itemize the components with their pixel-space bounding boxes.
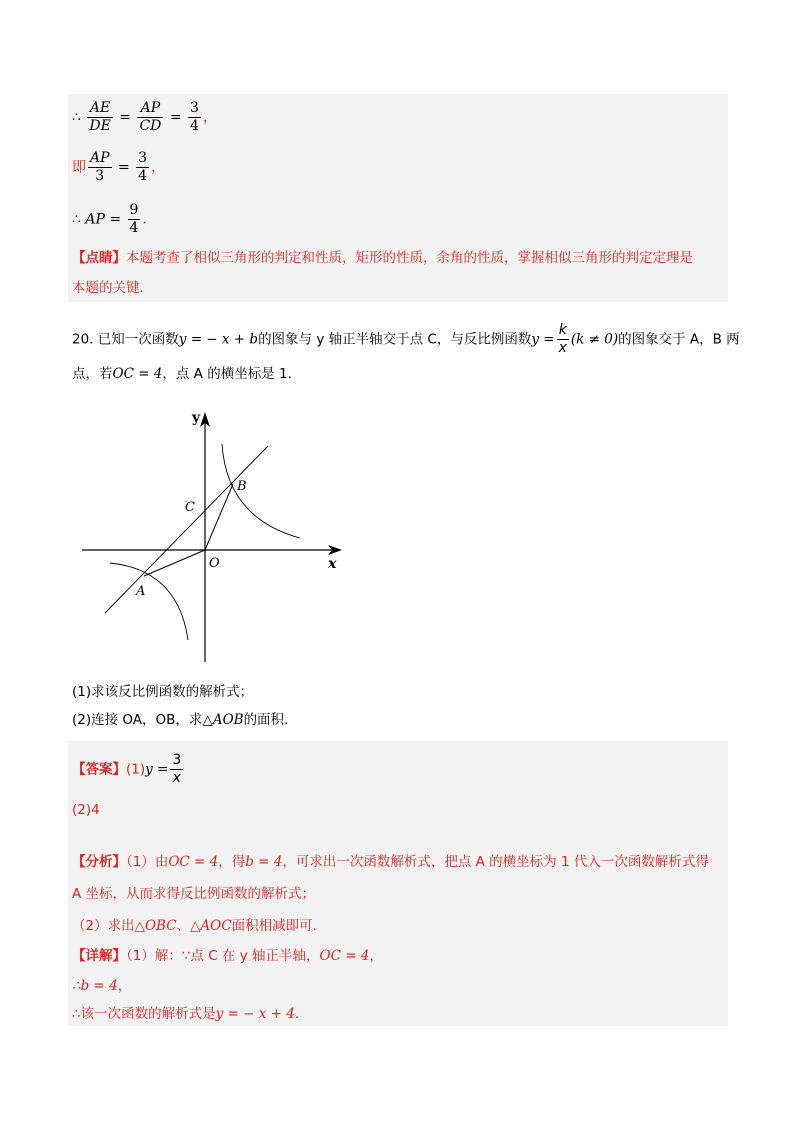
fenxi-text: ，得 [218,854,246,870]
label-a: A [136,584,146,599]
answer-y-equals: y = [145,761,169,778]
question-1: (1)求该反比例函数的解析式； [72,684,254,700]
fraction-numerator: 3 [138,150,148,166]
hyperbola-branch-lower [110,563,188,640]
segment-oa [144,550,205,576]
equation-ap-3 [72,150,165,185]
fraction-numerator: 9 [129,202,139,218]
question-text: (2)连接 OA，OB，求 [72,712,203,728]
problem-20-line-2 [72,364,292,384]
oc-equals-4: OC = 4 [112,366,163,382]
problem-text: 点，若 [72,366,113,382]
xiangjie-text: ∴该一次函数的解析式是 [72,1006,216,1022]
fraction-denominator: CD [139,118,162,134]
answer-part-1: (1) [126,761,146,778]
segment-ob [205,484,233,550]
dianjing-line-1 [72,248,693,268]
ap-equals: AP = [85,211,122,228]
period: ． [142,211,157,228]
fraction-ap-3 [88,150,112,185]
fraction-numerator: AE [87,100,112,118]
equation-ap-result [72,202,156,237]
problem-text: ，点 A 的横坐标是 1. [162,366,292,382]
problem-text: 已知一次函数 [97,331,179,348]
inverse-function-condition: (k ≠ 0) [570,331,619,348]
equation-ratio [72,100,217,135]
fraction-denominator: x [172,770,181,786]
label-y: y [192,410,201,426]
fraction-3-4 [188,100,201,135]
fenxi-line-2: A 坐标，从而求得反比例函数的解析式； [72,886,316,902]
ji-text: 即 [72,159,86,176]
fenxi-text: 、 [176,918,191,934]
comma: ， [151,159,166,176]
fraction-numerator: 3 [190,100,199,116]
problem-text: 的图象与 y 轴正半轴交于点 C，与反比例函数 [258,331,532,348]
oc-equals-4: OC = 4 [319,948,370,964]
comma: ， [202,109,217,126]
function-graph-figure [70,400,360,670]
question-text: 的面积. [243,712,289,728]
fenxi-line-1 [72,852,709,872]
fraction-k-x [557,322,569,357]
xiangjie-text: . [294,1006,300,1022]
label-b: B [237,479,247,494]
xiangjie-text: ， [369,948,383,964]
problem-text: 的图象交于 A，B 两 [618,331,740,348]
fraction-3-x [170,752,183,787]
dianjing-text: 本题考查了相似三角形的判定和性质，矩形的性质，余角的性质，掌握相似三角形的判定定理是 [126,250,693,266]
fraction-denominator: 4 [190,118,199,134]
fraction-numerator: AP [137,100,163,118]
xiangjie-text: ， [117,978,132,994]
fenxi-text: （2）求出 [72,918,135,934]
dianjing-line-2 [72,278,144,298]
equals: = [169,109,182,126]
hyperbola-branch-upper [222,444,300,538]
fraction-ae-de [87,100,112,135]
fenxi-text: ，可求出一次函数解析式，把点 A 的横坐标为 1 代入一次函数解析式得 [282,854,709,870]
triangle-obc: △OBC [134,918,177,934]
equals: = [117,159,130,176]
label-x: x [328,556,337,572]
linear-function: y = − x + b [178,331,259,348]
answer-line-1 [72,752,185,787]
b-equals-4: ∴b = 4 [72,978,118,994]
xiangjie-line-1 [72,946,383,966]
fenxi-line-3 [72,916,317,936]
answer-part-2: (2)4 [72,802,100,818]
answer-tag: 【答案】 [72,761,126,778]
fraction-3-4 [136,150,149,185]
xiangjie-tag: 【详解】 [72,948,126,964]
fraction-9-4 [128,202,141,237]
b-equals-4: b = 4 [245,854,283,870]
xiangjie-text: （1）解：∵点 C 在 y 轴正半轴， [126,948,320,964]
fraction-denominator: DE [89,118,111,134]
fenxi-tag: 【分析】 [72,854,126,870]
fenxi-text: （1）由 [126,854,169,870]
triangle-aob: △AOB [202,712,244,728]
linear-function-result: y = − x + 4 [215,1006,295,1022]
fraction-numerator: AP [90,150,110,166]
dianjing-tag: 【点睛】 [72,250,126,266]
inverse-function-lhs: y = [531,331,555,348]
oc-equals-4: OC = 4 [168,854,219,870]
fraction-denominator: 4 [129,220,139,236]
xiangjie-line-2 [72,976,131,996]
fraction-denominator: x [558,340,567,356]
problem-20-line-1 [72,322,740,357]
label-o: O [209,556,220,571]
triangle-aoc: △AOC [190,918,232,934]
dianjing-text: 本题的关键. [72,280,144,296]
fenxi-text: 面积相减即可. [231,918,317,934]
therefore-symbol: ∴ [72,211,81,228]
problem-number: 20. [72,331,94,348]
fraction-ap-cd [137,100,163,135]
question-2 [72,710,288,730]
fraction-denominator: 3 [95,168,105,184]
label-c: C [185,500,195,515]
therefore-symbol: ∴ [72,109,81,126]
fraction-numerator: k [557,322,569,340]
xiangjie-line-3 [72,1004,299,1024]
fraction-denominator: 4 [138,168,148,184]
equals: = [119,109,132,126]
fraction-numerator: 3 [172,752,182,768]
linear-function-line [105,446,268,613]
